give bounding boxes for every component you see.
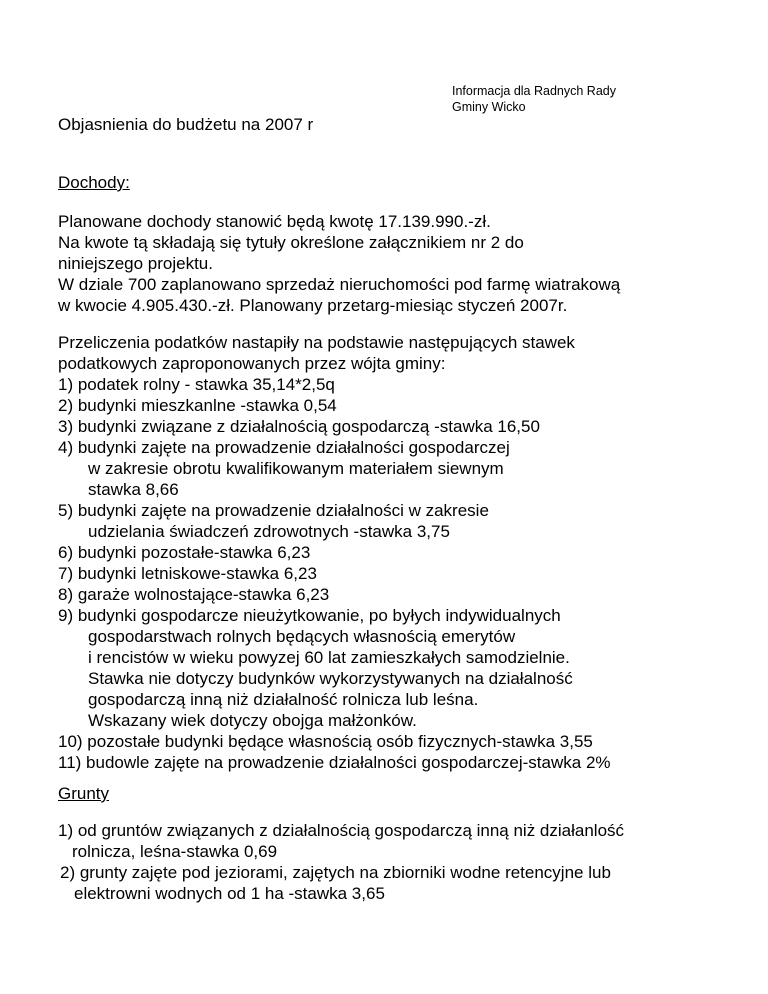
list-item-continuation: gospodarczą inną niż działalność rolnicza lub leśna. [88,690,479,709]
text-line: Na kwote tą składają się tytuły określone załącznikiem nr 2 do [58,233,524,252]
income-paragraph [58,211,620,316]
list-item: 11) budowle zajęte na prowadzenie działalności gospodarczej-stawka 2% [58,753,611,772]
list-item-continuation: stawka 8,66 [88,480,179,499]
text-line: W dziale 700 zaplanowano sprzedaż nieruchomości pod farmę wiatrakową [58,275,621,294]
header-note-line: Gminy Wicko [452,100,526,114]
list-item-continuation: i rencistów w wieku powyzej 60 lat zamieszkałych samodzielnie. [88,648,570,667]
list-item-continuation: udzielania świadczeń zdrowotnych -stawka 3,75 [88,522,450,541]
header-note-line: Informacja dla Radnych Rady [452,84,616,98]
land-heading: Grunty [58,784,110,803]
list-item: 1) od gruntów związanych z działalnością gospodarczą inną niż działanlość [58,821,625,840]
list-item-continuation: Stawka nie dotyczy budynków wykorzystywanych na działalność [88,669,573,688]
text-line: podatkowych zaproponowanych przez wójta gminy: [58,354,446,373]
list-item-continuation: rolnicza, leśna-stawka 0,69 [72,842,278,861]
list-item: 7) budynki letniskowe-stawka 6,23 [58,564,317,583]
list-item: 2) budynki mieszkanlne -stawka 0,54 [58,396,337,415]
document-title: Objasnienia do budżetu na 2007 r [58,115,314,134]
land-list [58,820,624,904]
list-item: 1) podatek rolny - stawka 35,14*2,5q [58,375,335,394]
list-item: 9) budynki gospodarcze nieużytkowanie, po byłych indywidualnych [58,606,561,625]
list-item-continuation: elektrowni wodnych od 1 ha -stawka 3,65 [74,884,385,903]
list-item: 6) budynki pozostałe-stawka 6,23 [58,543,311,562]
list-item: 10) pozostałe budynki będące własnością osób fizycznych-stawka 3,55 [58,732,593,751]
list-item: 4) budynki zajęte na prowadzenie działalności gospodarczej [58,438,510,457]
list-item-continuation: Wskazany wiek dotyczy obojga małżonków. [88,711,417,730]
income-heading: Dochody: [58,173,130,192]
text-line: w kwocie 4.905.430.-zł. Planowany przetarg-miesiąc styczeń 2007r. [58,296,568,315]
list-item: 8) garaże wolnostające-stawka 6,23 [58,585,330,604]
list-item: 5) budynki zajęte na prowadzenie działalności w zakresie [58,501,489,520]
list-item-continuation: w zakresie obrotu kwalifikowanym materiałem siewnym [88,459,504,478]
text-line: niniejszego projektu. [58,254,213,273]
header-note [452,83,616,115]
text-line: Planowane dochody stanowić będą kwotę 17.139.990.-zł. [58,212,491,231]
rates-list [58,332,611,773]
text-line: Przeliczenia podatków nastapiły na podstawie następujących stawek [58,333,575,352]
list-item: 2) grunty zajęte pod jeziorami, zajętych na zbiorniki wodne retencyjne lub [60,863,611,882]
list-item: 3) budynki związane z działalnością gospodarczą -stawka 16,50 [58,417,540,436]
list-item-continuation: gospodarstwach rolnych będących własnością emerytów [88,627,516,646]
